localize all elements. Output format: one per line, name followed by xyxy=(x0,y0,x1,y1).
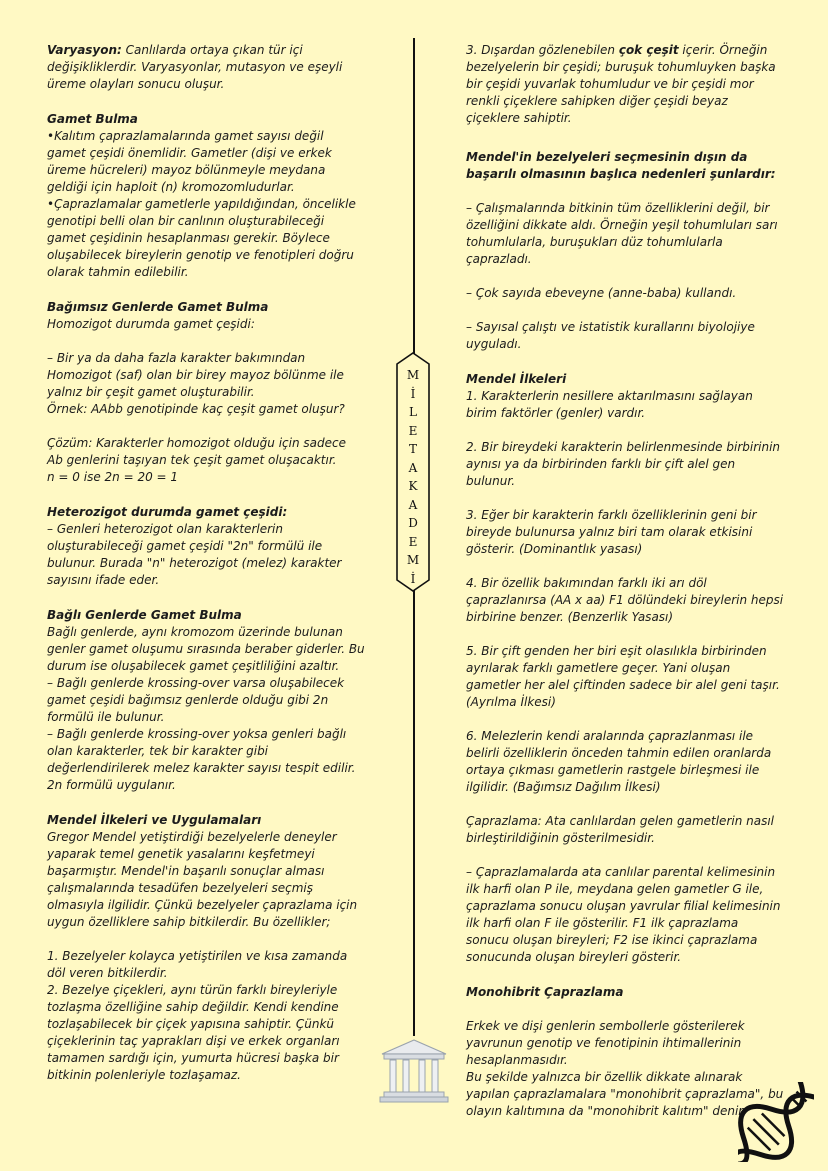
mendel-title: Mendel İlkeleri ve Uygulamaları xyxy=(47,813,262,827)
bagimsiz-p1: – Bir ya da daha fazla karakter bakımından Homozigot (saf) olan bir birey mayoz bölünme ile yalnız bir çeşit gamet oluşturabilir. xyxy=(47,351,344,399)
ilke-2: 2. Bir bireydeki karakterin belirlenmesinde birbirinin aynısı ya da birbirinden farklı bir çift alel gen bulunur. xyxy=(466,440,781,488)
academy-letter: İ xyxy=(410,386,416,401)
academy-letter: A xyxy=(408,497,418,512)
academy-letter: İ xyxy=(410,571,416,586)
gamet-title: Gamet Bulma xyxy=(47,112,138,126)
temple-icon xyxy=(378,1038,450,1104)
ilke-1: 1. Karakterlerin nesillere aktarılmasını sağlayan birim faktörler (genler) vardır. xyxy=(466,389,753,420)
nedenler-title: Mendel'in bezelyeleri seçmesinin dışın da başarılı olmasının başlıca nedenleri şunlardır: xyxy=(466,150,776,181)
variasyon-text: Canlılarda ortaya çıkan tür içi değişikliklerdir. Varyasyonlar, mutasyon ve eşeyli üreme olayları sonucu oluşur. xyxy=(47,43,343,91)
monohibrit-p1: Erkek ve dişi genlerin sembollerle gösterilerek yavrunun genotip ve fenotipinin ihtimallerinin hesaplanmasıdır. xyxy=(466,1019,745,1067)
divider-line-top xyxy=(413,38,415,354)
caprazlama-definition: Çaprazlama: Ata canlılardan gelen gametlerin nasıl birleştirildiğinin gösterilmesidir. xyxy=(466,814,775,845)
bagli-p1: Bağlı genlerde, aynı kromozom üzerinde bulunan genler gamet oluşumu sırasında beraber giderler. Bu durum ise oluşabilecek gamet çeşitliliğini azaltır. xyxy=(47,625,365,673)
ozellik-2: 2. Bezelye çiçekleri, aynı türün farklı bireyleriyle tozlaşma özelliğine sahip değildir. Kendi kendine tozlaşabilecek bir çiçek yapısına sahiptir. Çünkü çiçeklerinin taç yaprakları dişi ve erkek organları tamamen sardığı için, yumurta hücresi başka bir bitkinin polenleriyle tozlaşamaz. xyxy=(47,983,340,1082)
neden-2: – Çok sayıda ebeveyne (anne-baba) kullandı. xyxy=(466,286,737,300)
ilke-4: 4. Bir özellik bakımından farklı iki arı döl çaprazlanırsa (AA x aa) F1 dölündeki bireylerin hepsi birbirine benzer. (Benzerlik Yasası) xyxy=(466,576,784,624)
ozellik-3-end: içerir. Örneğin bezelyelerin bir çeşidi; buruşuk tohumluyken başka bir çeşidi yuvarlak tohumludur ve bir çeşidi mor renkli çiçeklere sahipken diğer çeşidi beyaz çiçeklere sahiptir. xyxy=(466,43,776,125)
formula-text: n = 0 ise 2n = 20 = 1 xyxy=(47,470,179,484)
academy-vertical-text xyxy=(396,366,430,588)
academy-letter: L xyxy=(409,405,417,419)
academy-letter: E xyxy=(408,423,418,438)
academy-letter: T xyxy=(408,442,417,456)
academy-letter: E xyxy=(408,534,418,549)
neden-1: – Çalışmalarında bitkinin tüm özelliklerini değil, bir özelliğini dikkate aldı. Örneğin yeşil tohumluları sarı tohumlularla, buruşukları düz tohumlularla çaprazladı. xyxy=(466,201,778,266)
caprazlama-paragraph: – Çaprazlamalarda ata canlılar parental kelimesinin ilk harfi olan P ile, meydana gelen gametler G ile, çaprazlama sonucu oluşan yavrular filial kelimesinin ilk harfi olan F ile gösterilir. F1 ilk çaprazlama sonucu oluşan bireyleri; F2 ise ikinci çaprazlama sonucunda oluşan bireyleri gösterir. xyxy=(466,865,781,964)
academy-letter: D xyxy=(408,516,418,530)
hetero-p: – Genleri heterozigot olan karakterlerin oluşturabileceği gamet çeşidi "2n" formülü ile bulunur. Burada "n" heterozigot (melez) karakter sayısını ifade eder. xyxy=(47,522,342,587)
right-column xyxy=(466,42,784,1120)
ilkeler-title: Mendel İlkeleri xyxy=(466,372,567,386)
ozellik-3-bold: çok çeşit xyxy=(618,43,679,57)
bagimsiz-p2: Örnek: AAbb genotipinde kaç çeşit gamet oluşur? xyxy=(47,402,345,416)
monohibrit-p2: Bu şekilde yalnızca bir özellik dikkate alınarak yapılan çaprazlamalara "monohibrit çaprazlama", bu olayın kalıtımına da "monohibrit kalıtım" denir. xyxy=(466,1070,784,1118)
monohibrit-title: Monohibrit Çaprazlama xyxy=(466,985,624,999)
bagimsiz-sub: Homozigot durumda gamet çeşidi: xyxy=(47,317,255,331)
ilke-6: 6. Melezlerin kendi aralarında çaprazlanması ile belirli özelliklerin önceden tahmin edilen oranlarda ortaya çıkması gametlerin rastgele birleşmesi ile ilgilidir. (Bağımsız Dağılım İlkesi) xyxy=(466,729,772,794)
mendel-p: Gregor Mendel yetiştirdiği bezelyelerle deneyler yaparak temel genetik yasalarını keşfetmeyi başarmıştır. Mendel'in başarılı sonuçlar alması çalışmalarında tesadüfen bezelyeleri seçmiş olmasıyla ilgilidir. Çünkü bezelyeler çaprazlama için uygun özelliklere sahip bitkilerdir. Bu özellikler; xyxy=(47,830,358,929)
academy-letter: M xyxy=(406,553,420,567)
neden-3: – Sayısal çalıştı ve istatistik kurallarını biyolojiye uyguladı. xyxy=(466,320,755,351)
ozellik-1: 1. Bezelyeler kolayca yetiştirilen ve kısa zamanda döl veren bitkilerdir. xyxy=(47,949,348,980)
hetero-title: Heterozigot durumda gamet çeşidi: xyxy=(47,505,288,519)
cozum-text: Çözüm: Karakterler homozigot olduğu için sadece Ab genlerini taşıyan tek çeşit gamet oluşacaktır. xyxy=(47,436,346,467)
divider-line-bottom xyxy=(413,590,415,1036)
bagli-p3: – Bağlı genlerde krossing-over yoksa genleri bağlı olan karakterler, tek bir karakter gibi değerlendirilerek melez karakter sayısı tespit edilir. 2n formülü uygulanır. xyxy=(47,727,356,792)
gamet-p1: •Kalıtım çaprazlamalarında gamet sayısı değil gamet çeşidi önemlidir. Gametler (dişi ve erkek üreme hücreleri) mayoz bölünmeyle meydana geldiği için haploit (n) kromozomludurlar. xyxy=(47,129,332,194)
bagli-title: Bağlı Genlerde Gamet Bulma xyxy=(47,608,242,622)
academy-letter: A xyxy=(408,460,418,475)
dna-icon xyxy=(738,1082,814,1162)
variasyon-paragraph xyxy=(47,42,365,93)
gamet-p2: •Çaprazlamalar gametlerle yapıldığından, öncelikle genotipi belli olan bir canlının oluşturabileceği gamet çeşidinin hesaplanması gerekir. Böylece oluşabilecek bireylerin genotip ve fenotipleri doğru olarak tahmin edilebilir. xyxy=(47,197,356,279)
ilke-5: 5. Bir çift genden her biri eşit olasılıkla birbirinden ayrılarak farklı gametlere geçer. Yani oluşan gametler her alel çiftinden sadece bir alel geni taşır. (Ayrılma İlkesi) xyxy=(466,644,780,709)
bagimsiz-title: Bağımsız Genlerde Gamet Bulma xyxy=(47,300,269,314)
variasyon-term: Varyasyon: xyxy=(47,43,122,57)
academy-letter: K xyxy=(408,479,418,493)
ilke-3: 3. Eğer bir karakterin farklı özelliklerinin geni bir bireyde bulunursa yalnız biri tam olarak etkisini gösterir. (Dominantlık yasası) xyxy=(466,508,757,556)
academy-letter: M xyxy=(406,368,420,382)
ozellik-3 xyxy=(466,42,784,127)
ozellik-3-start: 3. Dışardan gözlenebilen xyxy=(466,43,619,57)
left-column xyxy=(47,42,365,1084)
bagli-p2: – Bağlı genlerde krossing-over varsa oluşabilecek gamet çeşidi bağımsız genlerde olduğu gibi 2n formülü ile bulunur. xyxy=(47,676,345,724)
